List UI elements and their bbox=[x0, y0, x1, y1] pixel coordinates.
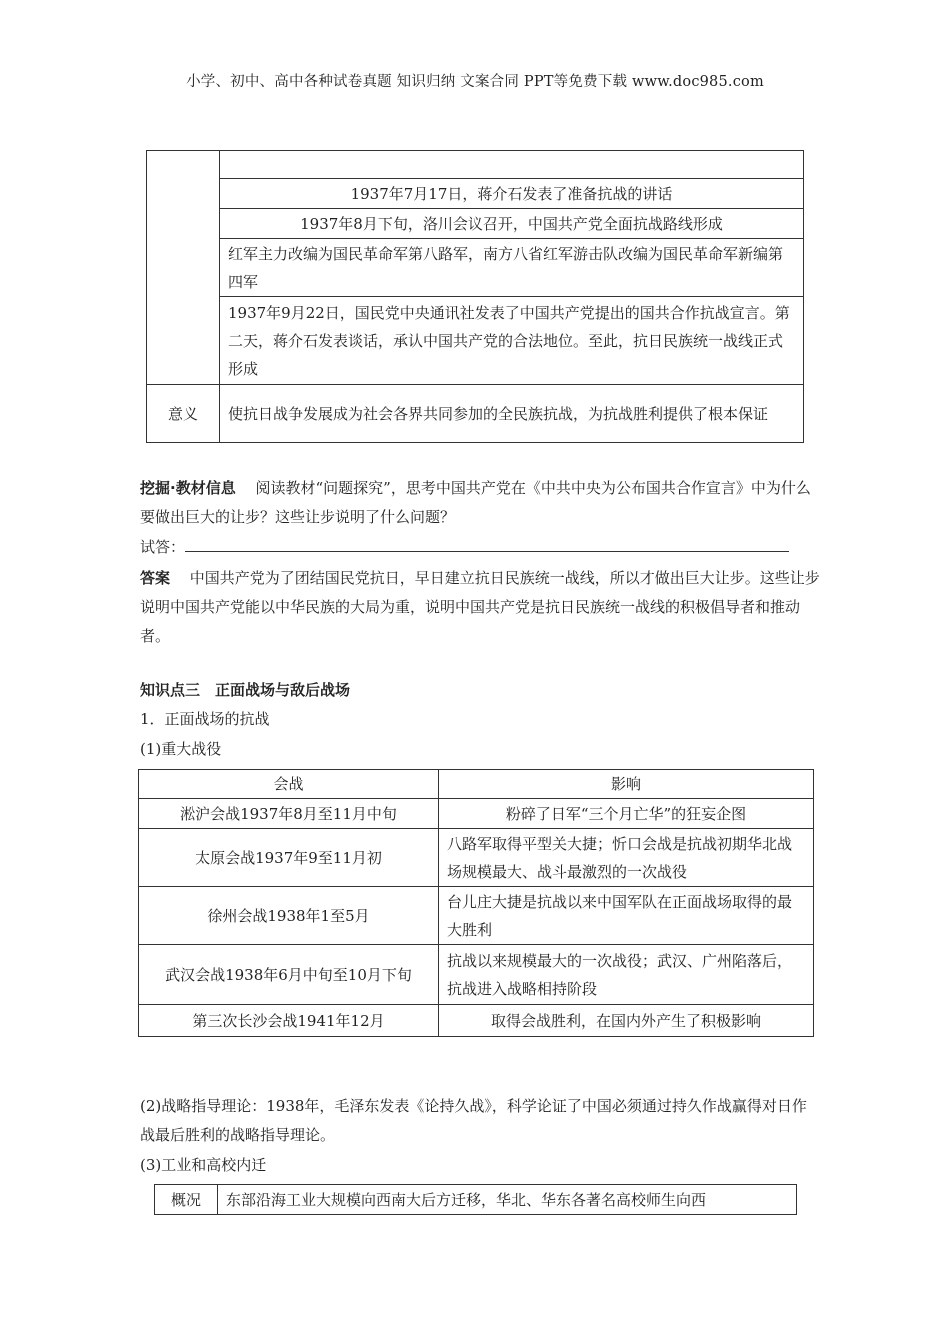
table1-blank-label-cell bbox=[147, 151, 220, 385]
battle-impact: 八路军取得平型关大捷；忻口会战是抗战初期华北战场规模最大、战斗最激烈的一次战役 bbox=[439, 829, 814, 887]
answer-paragraph bbox=[140, 564, 820, 651]
battles-header-impact: 影响 bbox=[439, 770, 814, 799]
battle-name: 第三次长沙会战1941年12月 bbox=[139, 1005, 439, 1037]
significance-text: 使抗日战争发展成为社会各界共同参加的全民族抗战，为抗战胜利提供了根本保证 bbox=[220, 385, 804, 443]
table1-row: 1937年7月17日，蒋介石发表了准备抗战的讲话 bbox=[220, 179, 804, 209]
answer-blank[interactable] bbox=[185, 537, 789, 552]
significance-label: 意义 bbox=[147, 385, 220, 443]
industry-title: (3)工业和高校内迁 bbox=[140, 1156, 267, 1174]
table1-row: 红军主力改编为国民革命军第八路军，南方八省红军游击队改编为国民革命军新编第四军 bbox=[220, 239, 804, 297]
page-header: 小学、初中、高中各种试卷真题 知识归纳 文案合同 PPT等免费下载 www.doc985.com bbox=[186, 74, 764, 90]
battle-impact: 抗战以来规模最大的一次战役；武汉、广州陷落后，抗战进入战略相持阶段 bbox=[439, 945, 814, 1005]
strategy-paragraph: (2)战略指导理论：1938年，毛泽东发表《论持久战》，科学论证了中国必须通过持久作战赢得对日作战最后胜利的战略指导理论。 bbox=[140, 1097, 807, 1144]
dig-paragraph bbox=[140, 474, 812, 532]
subsection-title: 1．正面战场的抗战 bbox=[140, 710, 270, 728]
battle-impact: 粉碎了日军“三个月亡华”的狂妄企图 bbox=[439, 799, 814, 829]
try-answer-line bbox=[140, 533, 812, 562]
battles-table bbox=[138, 769, 814, 1037]
table1-row bbox=[220, 151, 804, 179]
try-label: 试答： bbox=[140, 538, 186, 556]
subsubsection-title: (1)重大战役 bbox=[140, 740, 222, 758]
industry-table bbox=[154, 1184, 797, 1215]
battle-impact: 取得会战胜利，在国内外产生了积极影响 bbox=[439, 1005, 814, 1037]
united-front-table bbox=[146, 150, 804, 443]
battle-impact: 台儿庄大捷是抗战以来中国军队在正面战场取得的最大胜利 bbox=[439, 887, 814, 945]
battle-name: 淞沪会战1937年8月至11月中旬 bbox=[139, 799, 439, 829]
table1-row: 1937年8月下旬，洛川会议召开，中国共产党全面抗战路线形成 bbox=[220, 209, 804, 239]
table1-row: 1937年9月22日，国民党中央通讯社发表了中国共产党提出的国共合作抗战宣言。第二天，蒋介石发表谈话，承认中国共产党的合法地位。至此，抗日民族统一战线正式形成 bbox=[220, 297, 804, 385]
industry-label: 概况 bbox=[155, 1185, 218, 1215]
dig-text: 阅读教材“问题探究”，思考中国共产党在《中共中央为公布国共合作宣言》中为什么要做出巨大的让步？这些让步说明了什么问题？ bbox=[140, 479, 811, 526]
battles-header-battle: 会战 bbox=[139, 770, 439, 799]
dig-label: 挖掘·教材信息 bbox=[140, 479, 236, 497]
answer-text: 中国共产党为了团结国民党抗日，早日建立抗日民族统一战线，所以才做出巨大让步。这些让步说明中国共产党能以中华民族的大局为重，说明中国共产党是抗日民族统一战线的积极倡导者和推动者。 bbox=[140, 569, 820, 645]
answer-label: 答案 bbox=[140, 569, 171, 587]
section-title: 知识点三 正面战场与敌后战场 bbox=[140, 681, 351, 699]
battle-name: 太原会战1937年9至11月初 bbox=[139, 829, 439, 887]
battle-name: 徐州会战1938年1至5月 bbox=[139, 887, 439, 945]
industry-text: 东部沿海工业大规模向西南大后方迁移，华北、华东各著名高校师生向西 bbox=[218, 1185, 797, 1215]
battle-name: 武汉会战1938年6月中旬至10月下旬 bbox=[139, 945, 439, 1005]
